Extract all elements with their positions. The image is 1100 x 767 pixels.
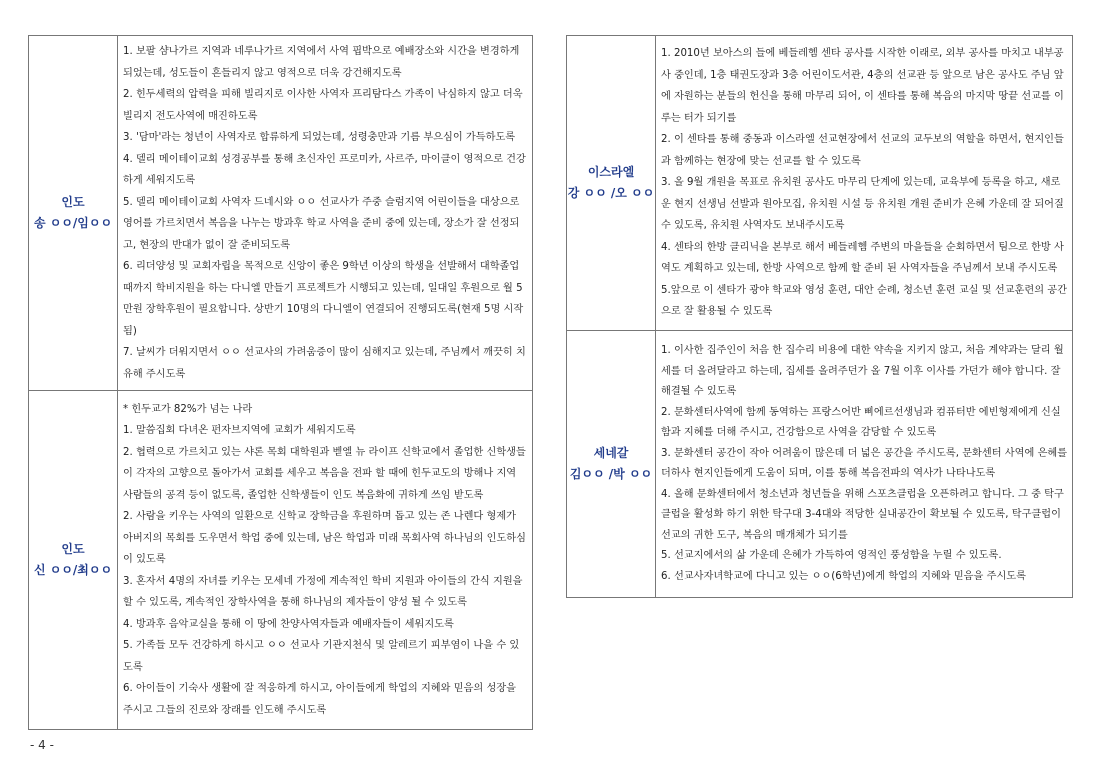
prayer-content-cell bbox=[118, 36, 533, 391]
page-number: - 4 - bbox=[30, 738, 54, 752]
mission-row bbox=[29, 391, 533, 730]
prayer-item: 1. 말씀집회 다녀온 펀자브지역에 교회가 세워지도록 bbox=[123, 425, 356, 437]
prayer-content-cell bbox=[118, 391, 533, 730]
mission-row bbox=[567, 36, 1073, 331]
country-name: 인도 bbox=[61, 195, 85, 209]
mission-row bbox=[567, 331, 1073, 598]
prayer-item: 6. 선교사자녀학교에 다니고 있는 ㅇㅇ(6학년)에게 학업의 지혜와 믿음을 주시도록 bbox=[661, 570, 1026, 582]
prayer-list bbox=[123, 41, 528, 385]
missionary-cell bbox=[567, 331, 656, 598]
prayer-item: * 힌두교가 82%가 넘는 나라 bbox=[123, 403, 253, 415]
prayer-item: 3. 올 9월 개원을 목표로 유치원 공사도 마무리 단계에 있는데, 교육부에 등록을 하고, 새로운 현지 선생님 선발과 원아모집, 유치원 시설 등 유치원 개원 준비가 은혜 가운데 잘 되어질 수 있도록, 유치원 사역자도 보내주시도록 bbox=[661, 177, 1064, 232]
missionary-name: 송 ㅇㅇ/임ㅇㅇ bbox=[33, 216, 113, 230]
country-name: 이스라엘 bbox=[587, 165, 635, 179]
prayer-item: 2. 사람을 키우는 사역의 일환으로 신학교 장학금을 후원하며 돕고 있는 존 나렌다 형제가 아버지의 목회를 도우면서 학업 중에 있는데, 남은 학업과 미래 목회사역 하나님의 인도하심이 있도록 bbox=[123, 511, 526, 566]
prayer-item: 1. 보팔 샴나가르 지역과 네루나가르 지역에서 사역 핍박으로 예배장소와 시간을 변경하게 되었는데, 성도들이 흔들리지 않고 영적으로 더욱 강건해지도록 bbox=[123, 46, 520, 79]
prayer-item: 1. 2010년 보아스의 들에 베들레헴 센타 공사를 시작한 이래로, 외부 공사를 마치고 내부공사 중인데, 1층 태권도장과 3층 어린이도서관, 4층의 선교관 등 앞으로 남은 공사도 주님 앞에 자원하는 분들의 헌신을 통해 마무리 되어, 이 센타를 통해 복음의 마지막 땅끝 선교를 이루는 터가 되기를 bbox=[661, 48, 1064, 124]
prayer-item: 5. 선교지에서의 삶 가운데 은혜가 가득하여 영적인 풍성함을 누릴 수 있도록. bbox=[661, 550, 1002, 561]
mission-row bbox=[29, 36, 533, 391]
missionary-name: 김ㅇㅇ /박 ㅇㅇ bbox=[569, 467, 653, 481]
country-name: 인도 bbox=[61, 542, 85, 556]
prayer-item: 1. 이사한 집주인이 처음 한 집수리 비용에 대한 약속을 지키지 않고, 처음 계약과는 달리 월세를 더 올려달라고 하는데, 집세를 올려주던가 올 7월 이후 이사를 가던가 해야 합니다. 잘 해결될 수 있도록 bbox=[661, 345, 1064, 397]
prayer-item: 6. 아이들이 기숙사 생활에 잘 적응하게 하시고, 아이들에게 학업의 지혜와 믿음의 성장을 주시고 그들의 진로와 장래를 인도해 주시도록 bbox=[123, 683, 517, 716]
missionary-name: 신 ㅇㅇ/최ㅇㅇ bbox=[33, 563, 113, 577]
prayer-list bbox=[123, 399, 528, 722]
prayer-item: 6. 리더양성 및 교회자립을 목적으로 신앙이 좋은 9학년 이상의 학생을 선발해서 대학졸업 때까지 학비지원을 하는 다니엘 만들기 프로젝트가 시행되고 있는데, 일대일 후원으로 월 5만원 장학후원이 필요합니다. 상반기 10명의 다니엘이 연결되어 진행되도록(현재 5명 시작됨) bbox=[123, 261, 524, 337]
missionary-name: 강 ㅇㅇ /오 ㅇㅇ bbox=[567, 186, 655, 200]
missionary-cell bbox=[567, 36, 656, 331]
prayer-item: 2. 협력으로 가르치고 있는 샤론 목회 대학원과 벧엘 뉴 라이프 신학교에서 졸업한 신학생들이 각자의 고향으로 돌아가서 교회를 세우고 복음을 전파 할 때에 힌두교도의 방해나 지역 사람들의 공격 등이 없도록, 졸업한 신학생들이 인도 복음화에 귀하게 쓰임 받도록 bbox=[123, 446, 526, 501]
prayer-content-cell bbox=[656, 331, 1073, 598]
prayer-item: 4. 올해 문화센터에서 청소년과 청년들을 위해 스포츠클럽을 오픈하려고 합니다. 그 중 탁구클럽을 활성화 하기 위한 탁구대 3-4대와 적당한 실내공간이 확보될 수 있도록, 탁구클럽이 선교의 귀한 도구, 복음의 매개체가 되기를 bbox=[661, 488, 1064, 541]
prayer-content-cell bbox=[656, 36, 1073, 331]
prayer-item: 4. 델리 메이테이교회 성경공부를 통해 초신자인 프로미카, 사르주, 마이클이 영적으로 건강하게 세워지도록 bbox=[123, 153, 526, 186]
prayer-item: 3. 혼자서 4명의 자녀를 키우는 모세네 가정에 계속적인 학비 지원과 아이들의 간식 지원을 할 수 있도록, 계속적인 장학사역을 통해 하나님의 제자들이 양성 될 수 있도록 bbox=[123, 575, 523, 609]
prayer-item: 2. 이 센타를 통해 중동과 이스라엘 선교현장에서 선교의 교두보의 역할을 하면서, 현지인들과 함께하는 현장에 맞는 선교를 할 수 있도록 bbox=[661, 134, 1064, 167]
prayer-table-left bbox=[28, 35, 533, 730]
prayer-item: 4. 방과후 음악교실을 통해 이 땅에 찬양사역자들과 예배자들이 세워지도록 bbox=[123, 618, 454, 630]
prayer-item: 3. 문화센터 공간이 작아 어려움이 많은데 더 넓은 공간을 주시도록, 문화센터 사역에 은혜를 더하사 현지인들에게 도움이 되며, 이를 통해 복음전파의 역사가 나타나도록 bbox=[661, 447, 1068, 479]
prayer-list bbox=[661, 43, 1068, 323]
prayer-list bbox=[661, 341, 1068, 587]
country-name: 세네갈 bbox=[593, 446, 629, 460]
prayer-item: 5. 델리 메이테이교회 사역자 드네시와 ㅇㅇ 선교사가 주중 슬럼지역 어린이들을 대상으로 영어를 가르치면서 복음을 나누는 방과후 학교 사역을 준비 중에 있는데, 장소가 잘 선정되고, 현장의 반대가 없이 잘 준비되도록 bbox=[123, 196, 520, 251]
prayer-item: 4. 센타의 한방 클리닉을 본부로 해서 베들레헴 주변의 마을들을 순회하면서 팀으로 한방 사역도 계획하고 있는데, 한방 사역으로 함께 할 준비 된 사역자들을 주님께서 보내 주시도록 bbox=[661, 241, 1064, 275]
prayer-item: 5. 가족들 모두 건강하게 하시고 ㅇㅇ 선교사 기관지천식 및 알레르기 피부염이 나을 수 있도록 bbox=[123, 640, 520, 673]
prayer-table-right bbox=[566, 35, 1073, 598]
prayer-item: 3. '담마'라는 청년이 사역자로 합류하게 되었는데, 성령충만과 기름 부으심이 가득하도록 bbox=[123, 132, 516, 143]
missionary-cell bbox=[29, 391, 118, 730]
prayer-item: 2. 문화센터사역에 함께 동역하는 프랑스어반 삐에르선생님과 컴퓨터반 에빈형제에게 신실함과 지혜를 더해 주시고, 건강함으로 사역을 감당할 수 있도록 bbox=[661, 406, 1061, 438]
prayer-item: 5.앞으로 이 센타가 광야 학교와 영성 훈련, 대안 순례, 청소년 훈련 교실 및 선교훈련의 공간으로 잘 활용될 수 있도록 bbox=[661, 284, 1067, 318]
missionary-cell bbox=[29, 36, 118, 391]
prayer-item: 2. 힌두세력의 압력을 피해 빌리지로 이사한 사역자 프리탐다스 가족이 낙심하지 않고 더욱 빌리지 전도사역에 매진하도록 bbox=[123, 89, 523, 122]
prayer-item: 7. 날씨가 더워지면서 ㅇㅇ 선교사의 가려움증이 많이 심해지고 있는데, 주님께서 깨끗히 치유해 주시도록 bbox=[123, 347, 526, 380]
